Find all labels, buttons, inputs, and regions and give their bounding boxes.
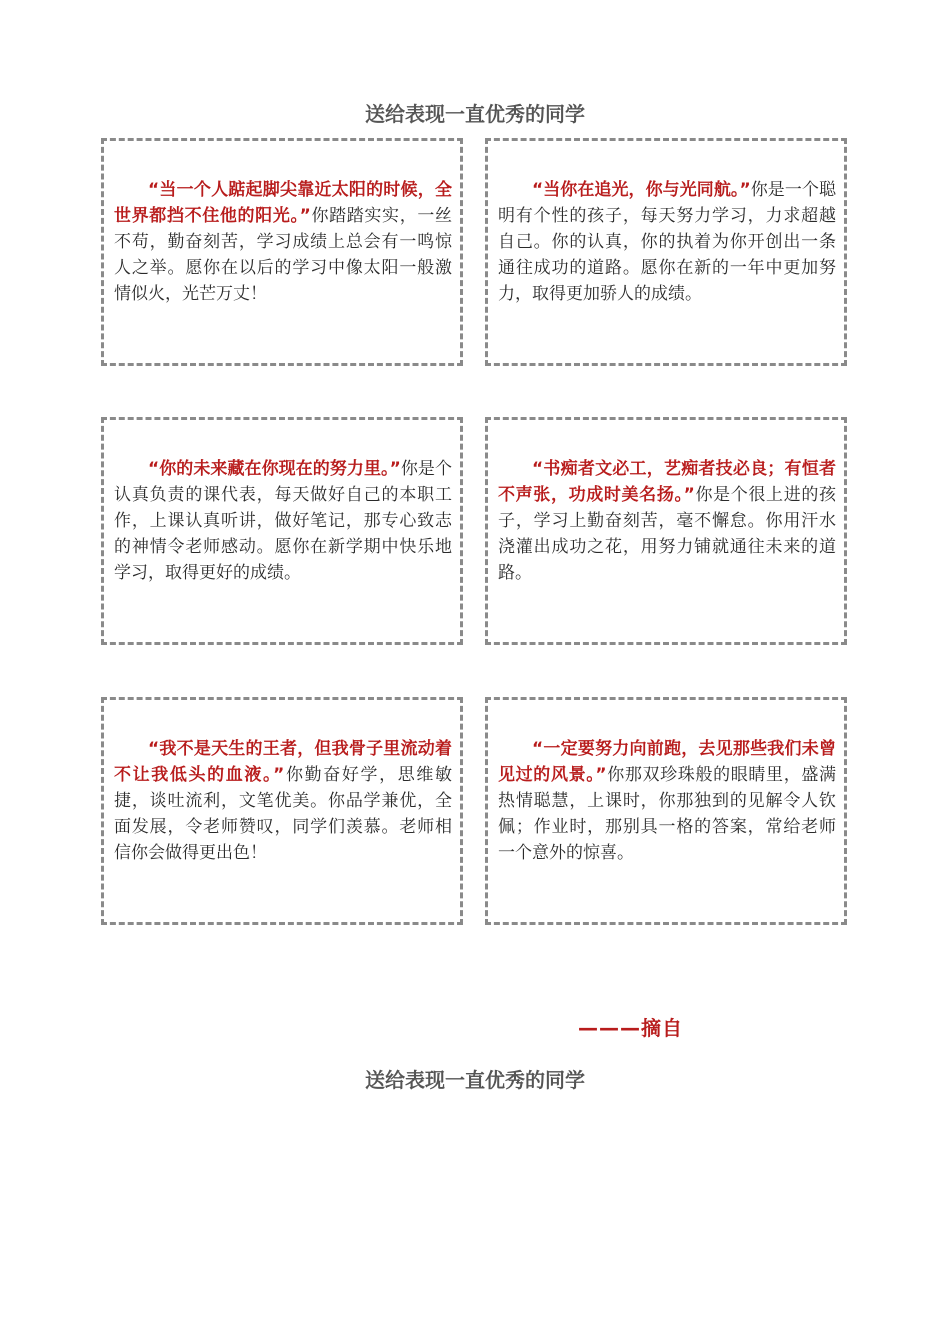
comment-body: 你那双珍珠般的眼睛里，盛满热情聪慧，上课时，你那独到的见解令人钦佩；作业时，那别具一格的答案，常给老师一个意外的惊喜。: [498, 765, 836, 863]
comment-text: [114, 736, 452, 866]
comment-quote: “书痴者文必工，艺痴者技必良；有恒者不声张，功成时美名扬。”: [498, 459, 836, 505]
footer-title: 送给表现一直优秀的同学: [365, 1068, 585, 1092]
comment-card: [485, 697, 847, 925]
comment-text: [114, 456, 452, 586]
comment-text: [498, 177, 836, 307]
comment-quote: “当一个人踮起脚尖靠近太阳的时候，全世界都挡不住他的阳光。”: [114, 180, 452, 226]
comment-body: 你踏踏实实，一丝不苟，勤奋刻苦，学习成绩上总会有一鸣惊人之举。愿你在以后的学习中像太阳一般激情似火，光芒万丈！: [114, 206, 452, 304]
comment-body: 你是个认真负责的课代表，每天做好自己的本职工作，上课认真听讲，做好笔记，那专心致志的神情令老师感动。愿你在新学期中快乐地学习，取得更好的成绩。: [114, 459, 452, 583]
comment-text: [498, 736, 836, 866]
comment-quote: “一定要努力向前跑，去见那些我们未曾见过的风景。”: [498, 739, 836, 785]
comment-quote: “当你在追光，你与光同航。”: [532, 180, 751, 200]
comment-card: [101, 138, 463, 366]
comment-quote: “你的未来藏在你现在的努力里。”: [148, 459, 401, 479]
comment-card: [101, 697, 463, 925]
source-attribution: ———摘自: [578, 1016, 683, 1040]
comment-text: [114, 177, 452, 307]
comment-card: [485, 138, 847, 366]
comment-text: [498, 456, 836, 586]
page-title: 送给表现一直优秀的同学: [365, 102, 585, 126]
comment-body: 你勤奋好学，思维敏捷，谈吐流利，文笔优美。你品学兼优，全面发展，令老师赞叹，同学们羡慕。老师相信你会做得更出色！: [114, 765, 452, 863]
comment-card: [101, 417, 463, 645]
comment-card: [485, 417, 847, 645]
comment-body: 你是个很上进的孩子，学习上勤奋刻苦，毫不懈怠。你用汗水浇灌出成功之花，用努力铺就通往未来的道路。: [498, 485, 836, 583]
comment-body: 你是一个聪明有个性的孩子，每天努力学习，力求超越自己。你的认真，你的执着为你开创出一条通往成功的道路。愿你在新的一年中更加努力，取得更加骄人的成绩。: [498, 180, 836, 304]
comment-quote: “我不是天生的王者，但我骨子里流动着不让我低头的血液。”: [114, 739, 452, 785]
